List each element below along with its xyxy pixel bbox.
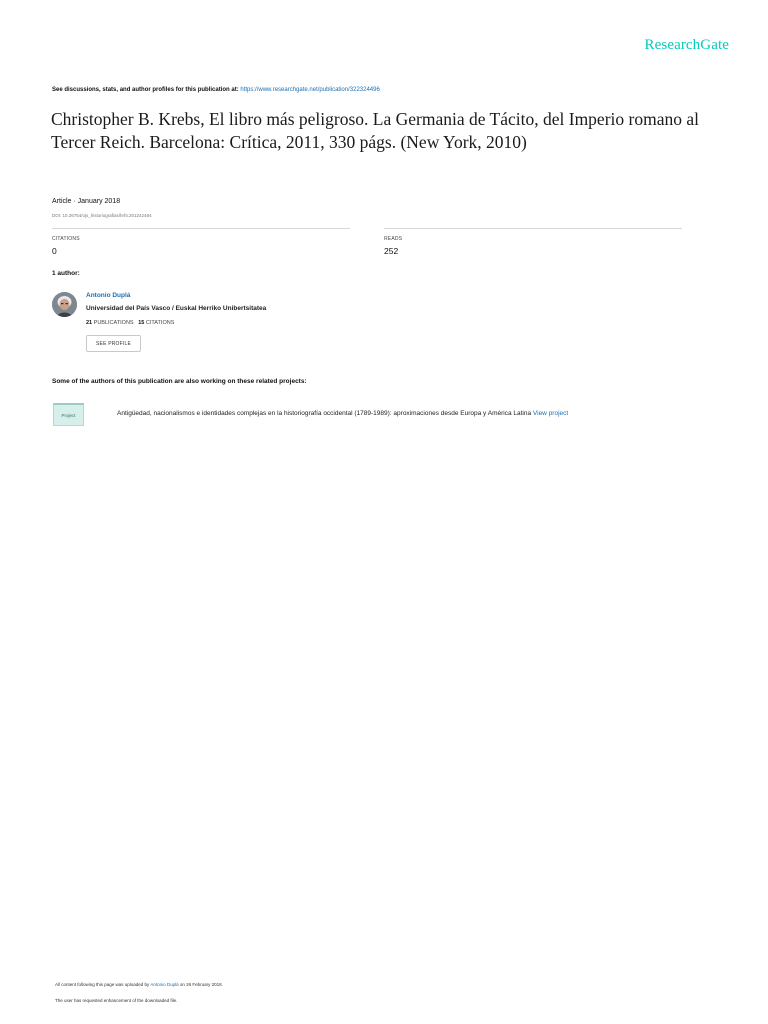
uploader-link[interactable]: Antonio Duplá <box>150 982 179 987</box>
see-profile-button[interactable]: SEE PROFILE <box>86 335 141 352</box>
publication-link[interactable]: https://www.researchgate.net/publication/322324496 <box>240 87 380 93</box>
enhancement-note: The user has requested enhancement of the downloaded file. <box>55 998 178 1003</box>
publication-title: Christopher B. Krebs, El libro más peligroso. La Germania de Tácito, del Imperio romano al Tercer Reich. Barcelona: Crítica, 2011, 330 págs. (New York, 2010) <box>51 109 699 152</box>
author-citations-count: 15 <box>138 320 145 326</box>
publication-meta: Article · January 2018 <box>52 198 121 205</box>
author-photo-icon <box>52 292 77 317</box>
citations-divider <box>52 228 350 229</box>
author-publications-count: 21 <box>86 320 93 326</box>
author-publications-label: PUBLICATIONS <box>93 320 134 326</box>
citations-value: 0 <box>52 246 57 256</box>
project-title: Antigüedad, nacionalismos e identidades complejas en la historiografía occidental (1789-1989): aproximaciones desde Europa y América Latina <box>117 410 532 417</box>
upload-prefix: All content following this page was uploaded by <box>55 982 150 987</box>
author-institution: Universidad del País Vasco / Euskal Herriko Unibertsitatea <box>86 305 267 312</box>
author-citations-label: CITATIONS <box>145 320 175 326</box>
intro-line <box>52 87 380 93</box>
reads-value: 252 <box>384 246 399 256</box>
author-name[interactable]: Antonio Duplá <box>86 292 131 299</box>
upload-note <box>55 982 223 987</box>
publication-doi[interactable]: DOI: 10.26754/ojs_historiografias/hrht.201242484 <box>52 213 152 218</box>
project-thumbnail[interactable] <box>53 403 84 426</box>
citations-label: CITATIONS <box>52 236 80 242</box>
reads-divider <box>384 228 682 229</box>
upload-suffix: on 26 February 2018. <box>179 982 223 987</box>
authors-heading: 1 author: <box>52 270 80 277</box>
reads-label: READS <box>384 236 403 242</box>
intro-text: See discussions, stats, and author profiles for this publication at: <box>52 87 239 93</box>
project-item <box>117 410 568 417</box>
author-stats <box>86 320 174 326</box>
related-projects-heading: Some of the authors of this publication are also working on these related projects: <box>52 378 307 385</box>
project-badge: Project <box>61 412 76 418</box>
view-project-link[interactable]: View project <box>532 410 569 417</box>
avatar[interactable] <box>52 292 77 317</box>
researchgate-logo[interactable]: ResearchGate <box>644 37 729 53</box>
